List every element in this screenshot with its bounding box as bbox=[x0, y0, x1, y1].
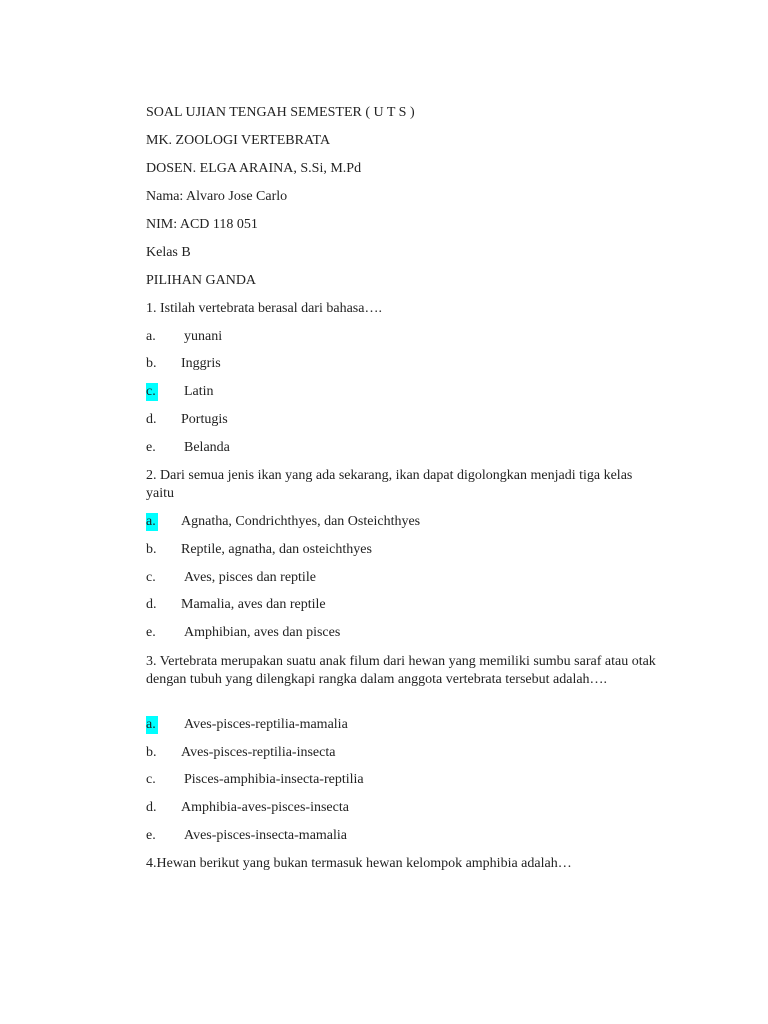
option-letter: d. bbox=[146, 597, 157, 612]
option-item bbox=[146, 411, 228, 429]
option-letter: e. bbox=[146, 828, 156, 843]
option-letter-highlighted: a. bbox=[146, 513, 158, 531]
option-text: Amphibia-aves-pisces-insecta bbox=[181, 800, 349, 815]
lecturer-name: DOSEN. ELGA ARAINA, S.Si, M.Pd bbox=[146, 161, 362, 176]
option-item bbox=[146, 596, 326, 614]
option-text: Agnatha, Condrichthyes, dan Osteichthyes bbox=[181, 514, 421, 529]
option-text: yunani bbox=[184, 329, 223, 344]
question-text: 1. Istilah vertebrata berasal dari bahasa…. bbox=[146, 301, 382, 316]
question-text: 4.Hewan berikut yang bukan termasuk hewan kelompok amphibia adalah… bbox=[146, 856, 572, 871]
student-name: Nama: Alvaro Jose Carlo bbox=[146, 189, 288, 204]
option-text: Aves-pisces-reptilia-mamalia bbox=[184, 717, 348, 732]
option-text: Mamalia, aves dan reptile bbox=[181, 597, 326, 612]
option-text: Aves, pisces dan reptile bbox=[184, 570, 316, 585]
question-text: 3. Vertebrata merupakan suatu anak filum dari hewan yang memiliki sumbu saraf atau otak dengan tubuh yang dilengkapi rangka dalam anggota vertebrata tersebut adalah…. bbox=[146, 654, 656, 687]
option-letter: b. bbox=[146, 356, 157, 371]
option-item bbox=[146, 541, 372, 559]
option-text: Latin bbox=[184, 384, 214, 399]
student-class: Kelas B bbox=[146, 245, 191, 260]
section-heading: PILIHAN GANDA bbox=[146, 273, 257, 288]
option-letter: d. bbox=[146, 800, 157, 815]
option-letter: e. bbox=[146, 440, 156, 455]
option-item bbox=[146, 744, 336, 762]
option-letter: b. bbox=[146, 542, 157, 557]
option-item bbox=[146, 624, 341, 642]
question-text: 2. Dari semua jenis ikan yang ada sekarang, ikan dapat digolongkan menjadi tiga kelas yaitu bbox=[146, 468, 633, 501]
option-item bbox=[146, 716, 348, 734]
option-letter: c. bbox=[146, 772, 156, 787]
option-letter: a. bbox=[146, 329, 156, 344]
option-letter: e. bbox=[146, 625, 156, 640]
option-text: Portugis bbox=[181, 412, 228, 427]
option-text: Pisces-amphibia-insecta-reptilia bbox=[184, 772, 364, 787]
option-item bbox=[146, 383, 214, 401]
option-text: Inggris bbox=[181, 356, 221, 371]
option-letter-highlighted: a. bbox=[146, 716, 158, 734]
option-item bbox=[146, 771, 364, 789]
option-letter: c. bbox=[146, 570, 156, 585]
option-text: Reptile, agnatha, dan osteichthyes bbox=[181, 542, 372, 557]
option-item bbox=[146, 355, 221, 373]
option-item bbox=[146, 513, 421, 531]
option-text: Aves-pisces-insecta-mamalia bbox=[184, 828, 348, 843]
course-name: MK. ZOOLOGI VERTEBRATA bbox=[146, 133, 331, 148]
option-letter-highlighted: c. bbox=[146, 383, 158, 401]
exam-title: SOAL UJIAN TENGAH SEMESTER ( U T S ) bbox=[146, 105, 415, 120]
option-item bbox=[146, 328, 223, 346]
option-letter: d. bbox=[146, 412, 157, 427]
option-text: Aves-pisces-reptilia-insecta bbox=[181, 745, 336, 760]
option-item bbox=[146, 439, 230, 457]
option-item bbox=[146, 827, 348, 845]
option-item bbox=[146, 569, 316, 587]
student-nim: NIM: ACD 118 051 bbox=[146, 217, 258, 232]
option-text: Amphibian, aves dan pisces bbox=[184, 625, 341, 640]
option-text: Belanda bbox=[184, 440, 230, 455]
option-item bbox=[146, 799, 349, 817]
option-letter: b. bbox=[146, 745, 157, 760]
